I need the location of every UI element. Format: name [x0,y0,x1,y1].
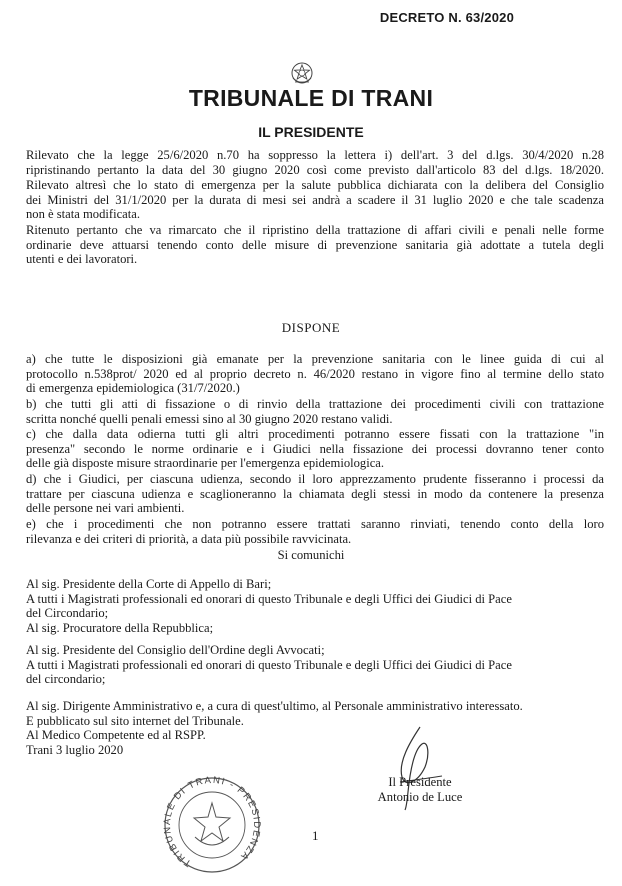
text-line: delle persone nei vari ambienti. [26,501,185,516]
preamble-paragraph-1 [26,148,604,177]
text-line: d) che i Giudici, per ciascuna udienza, secondo il loro apprezzamento prudente fisseranno i processi da [26,472,604,486]
text-line: non è stata modificata. [26,207,141,222]
text-line: trattare per ciascuna udienza e scaglioneranno la chiamata degli stessi in modo da contenere la presenza [26,486,604,501]
provision-d [26,472,604,516]
text-line: rilevanza e dei criteri di priorità, a data più possibile ravvicinata. [26,531,352,546]
recipient-line: del Circondario; [26,606,109,621]
text-line: delle già disposte misure straordinarie per l'emergenza epidemiologica. [26,456,385,471]
text-line: Rilevato che la legge 25/6/2020 n.70 ha soppresso la lettera i) dell'art. 3 del d.lgs. 30/4/2020 n.28 [26,148,604,162]
stamp-text: TRIBUNALE DI TRANI - PRESIDENZA [161,775,263,869]
provision-e [26,517,604,546]
page-number: 1 [312,828,319,843]
preamble-paragraph-3 [26,223,604,267]
signature-title: Il Presidente [388,775,452,789]
svg-text:TRIBUNALE DI TRANI - PRESIDENZ [162,775,262,869]
recipients-group-1 [26,577,604,635]
recipient-line: Al Medico Competente ed al RSPP. [26,728,206,743]
preamble-paragraph-2 [26,178,604,222]
text-line: di emergenza epidemiologica (31/7/2020.) [26,381,240,396]
text-line: a) che tutte le disposizioni già emanate per la prevenzione sanitaria con le linee guida di cui al [26,352,604,366]
text-line: ripristinando pertanto la data del 30 giugno 2020 così come previsto dall'articolo 83 del d.lgs. 18/2020. [26,162,604,177]
text-line: ordinarie deve attuarsi tenendo conto delle misure di prevenzione sanitaria già adottate a tutela degli [26,237,604,252]
provision-b [26,397,604,426]
recipient-line: Trani 3 luglio 2020 [26,742,124,757]
decree-number: DECRETO N. 63/2020 [379,10,514,25]
communication-heading: Si comunichi [277,548,345,562]
text-line: protocollo n.538prot/ 2020 ed al proprio decreto n. 46/2020 restano in vigore fino al termine dello stato [26,366,604,381]
recipients-group-3 [26,699,604,757]
recipient-line: A tutti i Magistrati professionali ed onorari di questo Tribunale e degli Uffici dei Giudici di Pace [26,591,512,606]
recipients-group-2 [26,643,604,687]
text-line: utenti e dei lavoratori. [26,252,138,267]
text-line: dei Ministri del 31/1/2020 per la durata di mesi sei andrà a scadere il 31 luglio 2020 e che tale scadenza [26,192,604,207]
text-line: Rilevato altresì che lo stato di emergenza per la salute pubblica dichiarata con la delibera del Consiglio [26,178,604,192]
italian-republic-emblem-icon [289,60,315,88]
dispone-heading: DISPONE [281,320,341,335]
text-line: b) che tutti gli atti di fissazione o di rinvio della trattazione dei procedimenti civili con trattazione [26,397,604,411]
recipient-line: A tutti i Magistrati professionali ed onorari di questo Tribunale e degli Uffici dei Giudici di Pace [26,657,512,672]
text-line: Ritenuto pertanto che va rimarcato che il ripristino della trattazione di affari civili e penali nelle forme [26,223,604,237]
recipient-line: del circondario; [26,672,106,687]
recipient-line: E pubblicato sul sito internet del Tribunale. [26,713,244,728]
court-seal-icon [157,775,267,875]
signature-name: Antonio de Luce [377,790,463,804]
recipient-line: Al sig. Procuratore della Repubblica; [26,620,214,635]
recipient-line: Al sig. Presidente del Consiglio dell'Ordine degli Avvocati; [26,643,325,657]
provision-c [26,427,604,471]
issuer-heading: IL PRESIDENTE [258,124,364,140]
text-line: e) che i procedimenti che non potranno essere trattati saranno rinviati, tenendo conto della loro [26,517,604,531]
provision-a [26,352,604,396]
text-line: scritta nonché quelli penali emessi sino al 30 giugno 2020 restano validi. [26,411,393,426]
court-title: TRIBUNALE DI TRANI [188,85,434,111]
text-line: presenza" secondo le norme ordinarie e i Giudici nella fissazione dei processi dovranno tener conto [26,441,604,456]
signature-block [350,775,490,805]
recipient-line: Al sig. Dirigente Amministrativo e, a cura di quest'ultimo, al Personale amministrativo interessato. [26,699,523,713]
text-line: c) che dalla data odierna tutti gli altri procedimenti potranno essere fissati con la trattazione "in [26,427,604,441]
recipient-line: Al sig. Presidente della Corte di Appello di Bari; [26,577,272,591]
